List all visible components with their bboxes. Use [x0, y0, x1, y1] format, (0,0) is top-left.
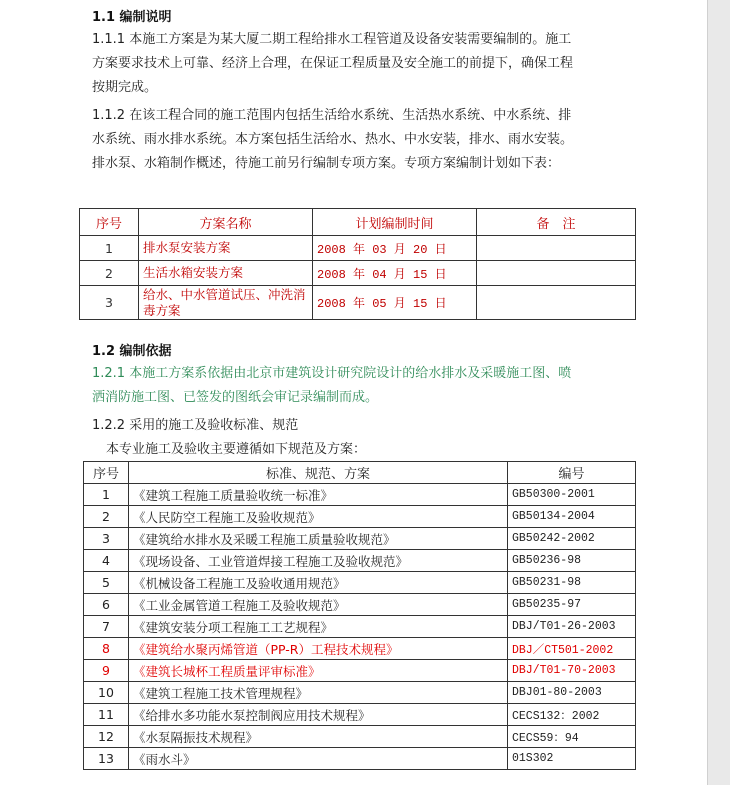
standard-name: 《给排水多功能水泵控制阀应用技术规程》 — [129, 704, 508, 726]
standard-code: DBJ01-80-2003 — [508, 682, 636, 704]
col-header: 编号 — [508, 462, 636, 484]
table-row — [80, 236, 636, 261]
standard-name: 《雨水斗》 — [129, 748, 508, 770]
standard-name: 《建筑长城杯工程质量评审标准》 — [129, 660, 508, 682]
plan-date: 2008 年 04 月 15 日 — [313, 261, 477, 286]
row-number: 2 — [84, 506, 129, 528]
paragraph-1-1-1 — [92, 28, 573, 100]
col-header: 方案名称 — [139, 209, 313, 236]
section-heading-1-1: 1.1 编制说明 — [92, 10, 172, 25]
col-header: 序号 — [84, 462, 129, 484]
row-number: 3 — [80, 286, 139, 320]
standard-name: 《建筑工程施工技术管理规程》 — [129, 682, 508, 704]
table-header-row — [84, 462, 636, 484]
row-number: 1 — [80, 236, 139, 261]
paragraph-1-2-2: 1.2.2 采用的施工及验收标准、规范 — [92, 418, 299, 433]
table-row — [84, 682, 636, 704]
table-row — [84, 506, 636, 528]
plan-note — [477, 261, 636, 286]
paragraph-line: 排水泵、水箱制作概述，待施工前另行编制专项方案。专项方案编制计划如下表： — [92, 156, 561, 171]
row-number: 3 — [84, 528, 129, 550]
paragraph-line: 按期完成。 — [92, 80, 158, 95]
table-row — [80, 261, 636, 286]
plan-note — [477, 286, 636, 320]
table-row — [84, 638, 636, 660]
table-row — [84, 616, 636, 638]
plan-name: 给水、中水管道试压、冲洗消毒方案 — [139, 286, 313, 320]
standard-code: DBJ/T01-26-2003 — [508, 616, 636, 638]
row-number: 7 — [84, 616, 129, 638]
special-plan-table — [79, 208, 636, 320]
table-row — [84, 528, 636, 550]
paragraph-line: 水系统、雨水排水系统。本方案包括生活给水、热水、中水安装，排水、雨水安装。 — [92, 132, 574, 147]
col-header: 计划编制时间 — [313, 209, 477, 236]
plan-name: 排水泵安装方案 — [139, 236, 313, 261]
standard-name: 《工业金属管道工程施工及验收规范》 — [129, 594, 508, 616]
standard-code: GB50134-2004 — [508, 506, 636, 528]
paragraph-line: 方案要求技术上可靠、经济上合理，在保证工程质量及安全施工的前提下，确保工程 — [92, 56, 574, 71]
paragraph-1-2-1 — [92, 362, 571, 410]
row-number: 9 — [84, 660, 129, 682]
paragraph-line: 1.2.1 本施工方案系依据由北京市建筑设计研究院设计的给水排水及采暖施工图、喷 — [92, 366, 572, 381]
standard-name: 《现场设备、工业管道焊接工程施工及验收规范》 — [129, 550, 508, 572]
standard-name: 《建筑工程施工质量验收统一标准》 — [129, 484, 508, 506]
table-row — [84, 572, 636, 594]
standard-code: GB50231-98 — [508, 572, 636, 594]
row-number: 5 — [84, 572, 129, 594]
row-number: 4 — [84, 550, 129, 572]
standard-name: 《建筑安装分项工程施工工艺规程》 — [129, 616, 508, 638]
section-heading-1-2: 1.2 编制依据 — [92, 344, 172, 359]
table-row — [84, 550, 636, 572]
row-number: 1 — [84, 484, 129, 506]
row-number: 6 — [84, 594, 129, 616]
col-header: 备 注 — [477, 209, 636, 236]
paragraph-line: 洒消防施工图、已签发的图纸会审记录编制而成。 — [92, 390, 379, 405]
standard-name: 《水泵隔振技术规程》 — [129, 726, 508, 748]
row-number: 8 — [84, 638, 129, 660]
paragraph-line: 1.1.1 本施工方案是为某大厦二期工程给排水工程管道及设备安装需要编制的。施工 — [92, 32, 572, 47]
standard-code: CECS59：94 — [508, 726, 636, 748]
standards-table — [83, 461, 636, 770]
table-row — [80, 286, 636, 320]
table-row — [84, 660, 636, 682]
standard-code: GB50300-2001 — [508, 484, 636, 506]
table-row — [84, 748, 636, 770]
standard-code: GB50235-97 — [508, 594, 636, 616]
col-header: 标准、规范、方案 — [129, 462, 508, 484]
standard-name: 《建筑给水聚丙烯管道（PP-R）工程技术规程》 — [129, 638, 508, 660]
standard-code: DBJ／CT501-2002 — [508, 638, 636, 660]
table-row — [84, 484, 636, 506]
paragraph-1-1-2 — [92, 104, 573, 176]
standard-code: DBJ/T01-70-2003 — [508, 660, 636, 682]
table-row — [84, 704, 636, 726]
standard-code: 01S302 — [508, 748, 636, 770]
paragraph-line: 1.1.2 在该工程合同的施工范围内包括生活给水系统、生活热水系统、中水系统、排 — [92, 108, 572, 123]
table-row — [84, 726, 636, 748]
table-row — [84, 594, 636, 616]
standard-code: GB50236-98 — [508, 550, 636, 572]
standard-name: 《人民防空工程施工及验收规范》 — [129, 506, 508, 528]
plan-date: 2008 年 05 月 15 日 — [313, 286, 477, 320]
table-header-row — [80, 209, 636, 236]
plan-note — [477, 236, 636, 261]
standard-code: CECS132：2002 — [508, 704, 636, 726]
col-header: 序号 — [80, 209, 139, 236]
plan-date: 2008 年 03 月 20 日 — [313, 236, 477, 261]
plan-name: 生活水箱安装方案 — [139, 261, 313, 286]
row-number: 2 — [80, 261, 139, 286]
row-number: 10 — [84, 682, 129, 704]
standard-name: 《机械设备工程施工及验收通用规范》 — [129, 572, 508, 594]
page-scrollbar[interactable] — [707, 0, 730, 785]
standard-code: GB50242-2002 — [508, 528, 636, 550]
standard-name: 《建筑给水排水及采暖工程施工质量验收规范》 — [129, 528, 508, 550]
row-number: 12 — [84, 726, 129, 748]
paragraph-intro: 本专业施工及验收主要遵循如下规范及方案： — [106, 442, 367, 457]
row-number: 13 — [84, 748, 129, 770]
row-number: 11 — [84, 704, 129, 726]
